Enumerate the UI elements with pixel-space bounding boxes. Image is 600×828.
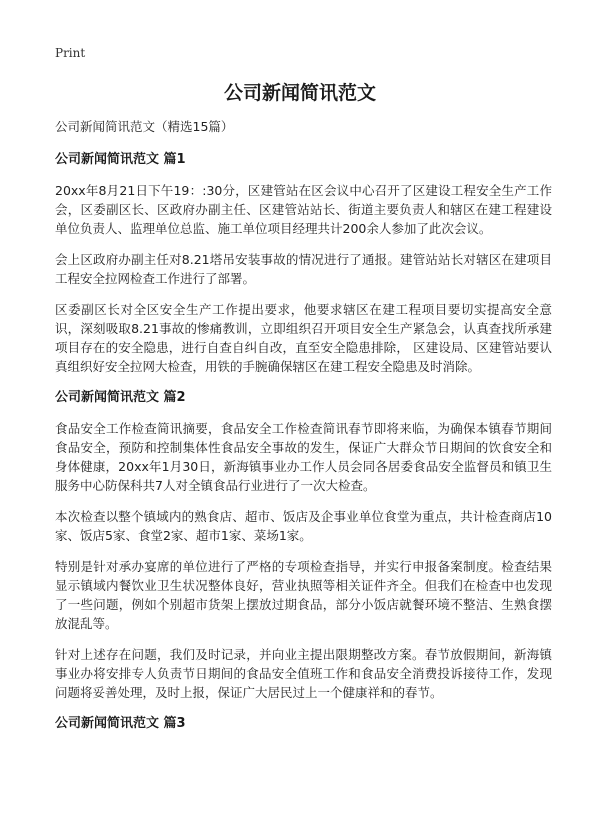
section-heading: 公司新闻简讯范文 篇3	[55, 716, 186, 731]
print-link[interactable]: Print	[55, 46, 86, 60]
article-section-2	[55, 388, 552, 702]
section-heading: 公司新闻简讯范文 篇2	[55, 390, 186, 405]
paragraph: 区委副区长对全区安全生产工作提出要求，他要求辖区在建工程项目要切实提高安全意识，深刻吸取8.21事故的惨痛教训，立即组织召开项目安全生产紧急会，认真查找所承建项目存在的安全隐患，进行自查自纠自改，直至安全隐患排除， 区建设局、区建管站要认真组织好安全拉网大检查，用铁的手腕确保辖区在建工程安全隐患及时消除。	[55, 302, 552, 374]
document-subtitle: 公司新闻简讯范文（精选15篇）	[55, 119, 234, 134]
paragraph: 特别是针对承办宴席的单位进行了严格的专项检查指导，并实行申报备案制度。检查结果显示镇域内餐饮业卫生状况整体良好，营业执照等相关证件齐全。但我们在检查中也发现了一些问题，例如个别超市货架上摆放过期食品，部分小饭店就餐环境不整洁、生熟食摆放混乱等。	[55, 559, 552, 631]
document-body	[55, 117, 552, 745]
section-heading: 公司新闻简讯范文 篇1	[55, 152, 186, 167]
paragraph: 针对上述存在问题，我们及时记录，并向业主提出限期整改方案。春节放假期间，新海镇事业办将安排专人负责节日期间的食品安全值班工作和食品安全消费投诉接待工作，发现问题将妥善处理，及时上报，保证广大居民过上一个健康祥和的春节。	[55, 647, 552, 700]
page-title: 公司新闻简讯范文	[223, 82, 376, 104]
paragraph: 食品安全工作检查简讯摘要，食品安全工作检查简讯春节即将来临，为确保本镇春节期间食品安全，预防和控制集体性食品安全事故的发生，保证广大群众节日期间的饮食安全和身体健康，20xx年1月30日，新海镇事业办工作人员会同各居委食品安全监督员和镇卫生服务中心防保科共7人对全镇食品行业进行了一次大检查。	[55, 421, 552, 493]
article-section-1	[55, 150, 552, 376]
article-section-3	[55, 714, 552, 734]
paragraph: 会上区政府办副主任对8.21塔吊安装事故的情况进行了通报。建管站站长对辖区在建项目工程安全拉网检查工作进行了部署。	[55, 252, 552, 286]
paragraph: 本次检查以整个镇域内的熟食店、超市、饭店及企事业单位食堂为重点，共计检查商店10家、饭店5家、食堂2家、超市1家、菜场1家。	[55, 509, 552, 543]
paragraph: 20xx年8月21日下午19：:30分，区建管站在区会议中心召开了区建设工程安全生产工作会，区委副区长、区政府办副主任、区建管站站长、街道主要负责人和辖区在建工程建设单位负责人、监理单位总监、施工单位项目经理共计200余人参加了此次会议。	[55, 183, 552, 236]
